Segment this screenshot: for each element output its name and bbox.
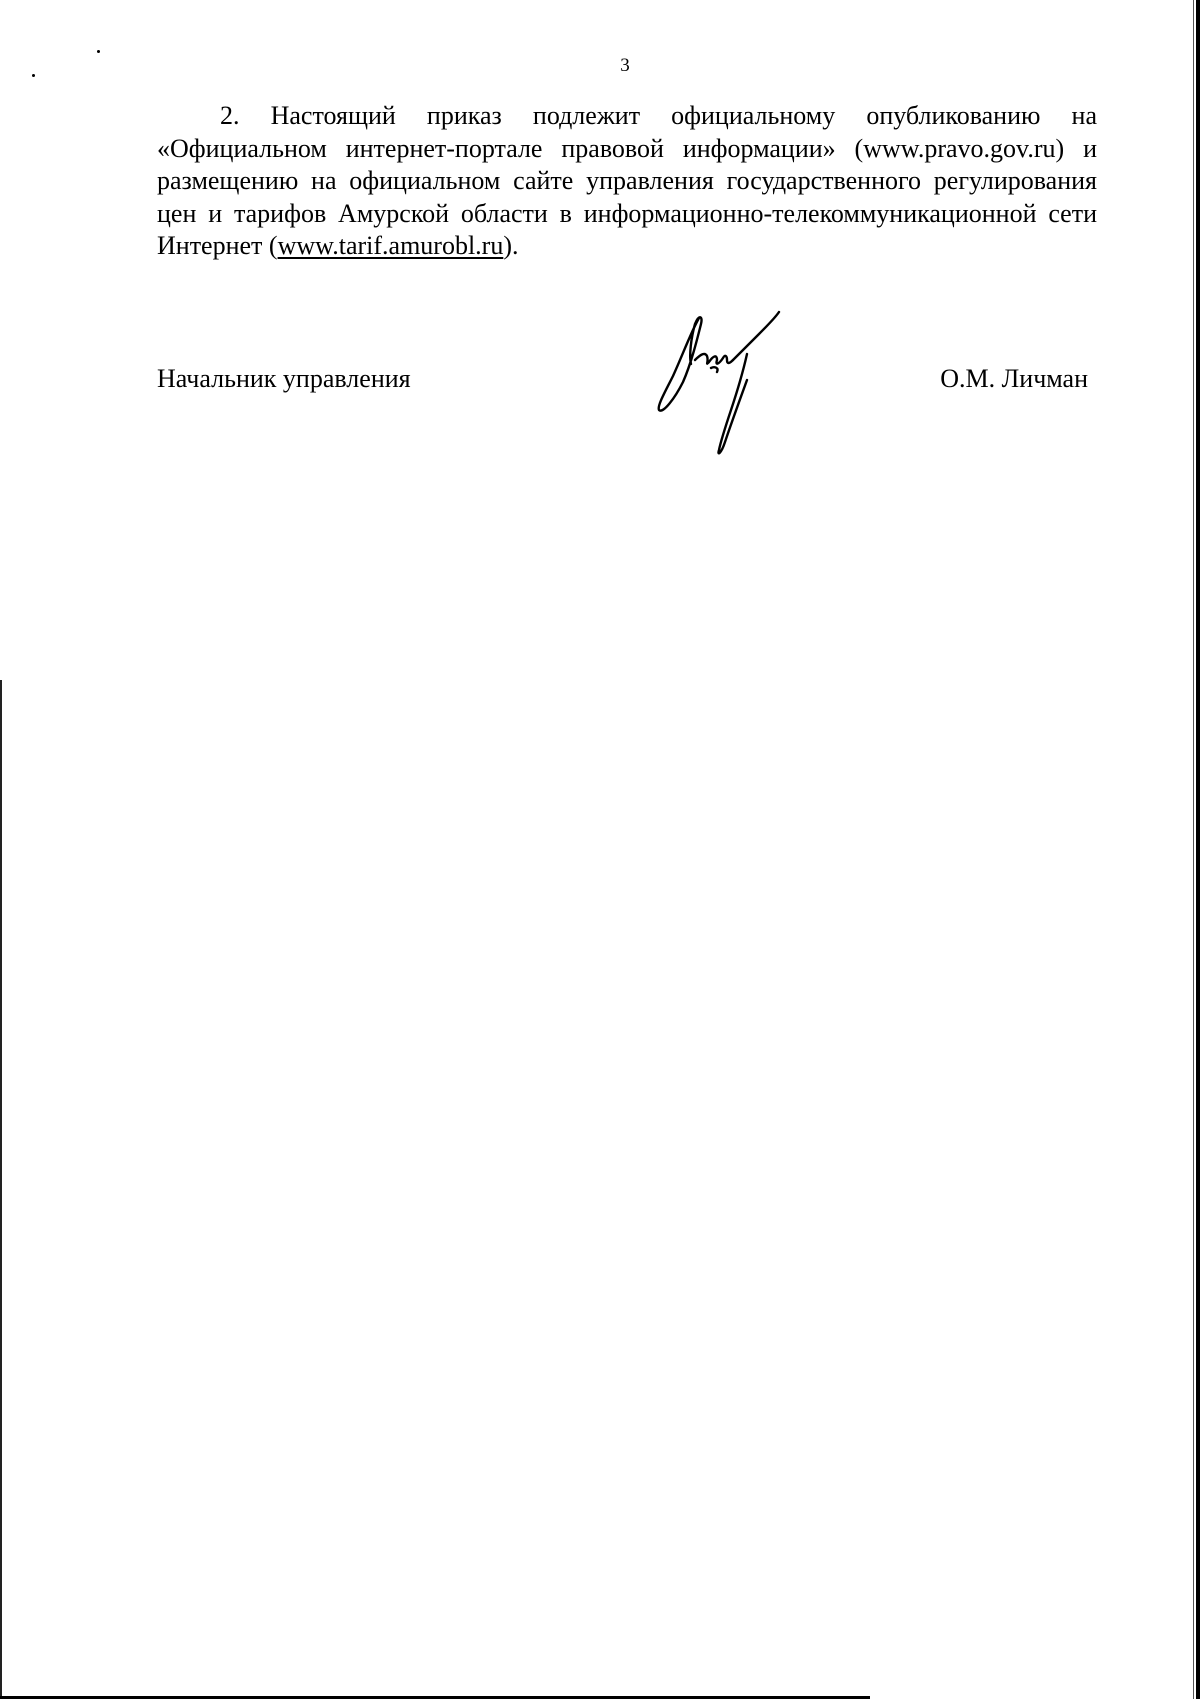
handwritten-signature [655,310,835,460]
paragraph-text: 2. Настоящий приказ подлежит официальному опубликованию на «Официальном интернет-портале правовой информации» (www.pravo.gov.ru) и размещению на официальном сайте управления государственного регулирования цен и тарифов Амурской области в информационно-телекоммуникационной сети Интернет ( [157,101,1097,260]
scan-edge-right-line [1193,0,1194,1699]
tarif-website-link[interactable]: www.tarif.amurobl.ru [277,231,504,260]
scan-speck [97,50,100,53]
body-paragraph [157,100,1097,263]
signatory-name: О.М. Личман [940,364,1088,393]
signatory-position: Начальник управления [157,364,411,393]
page-number: 3 [620,55,630,76]
paragraph-text-end: ). [503,231,519,260]
scan-edge-right [1196,0,1200,1699]
scan-edge-left [0,680,2,1699]
